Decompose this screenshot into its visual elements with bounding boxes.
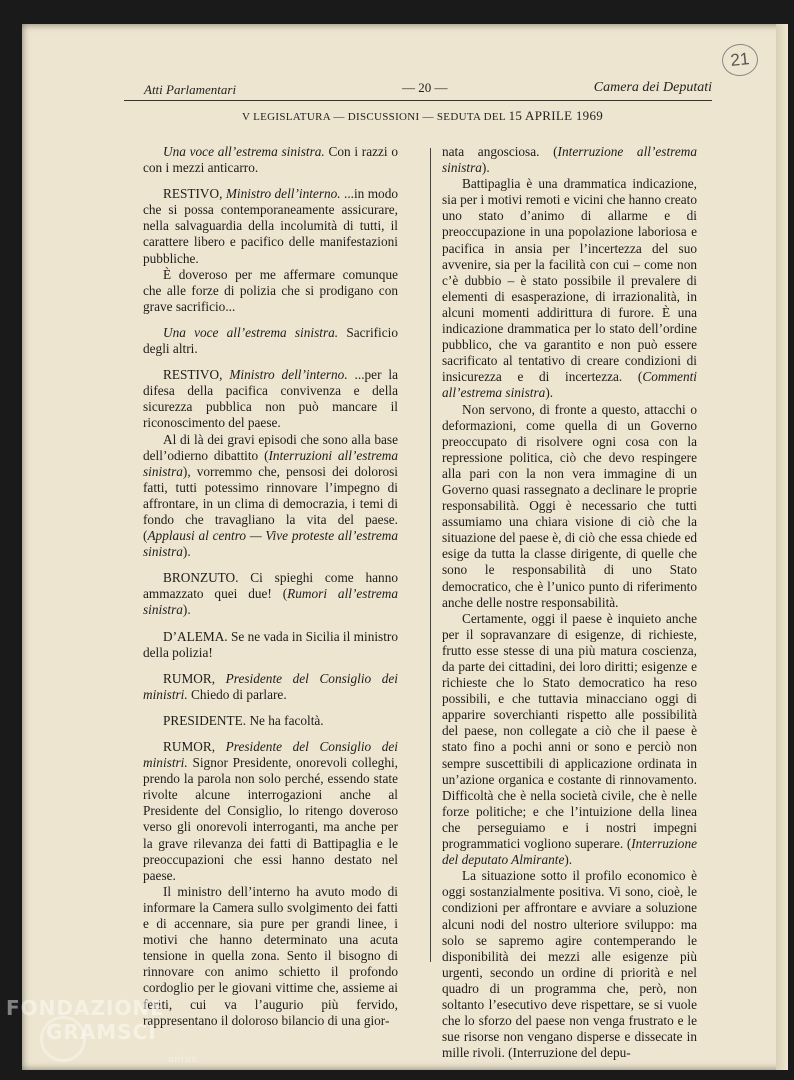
watermark-tag: onlus: [168, 1055, 198, 1065]
paragraph: [442, 611, 697, 869]
speech-text: Con i razzi o con i mezzi anticarro.: [143, 144, 398, 176]
speech-text: nata angosciosa. (Interruzione all’estrema sinistra).: [442, 144, 698, 176]
speaker-role: Ministro dell’interno.: [229, 367, 348, 383]
speaker-name: RUMOR,: [163, 739, 226, 754]
paragraph: [442, 402, 697, 611]
speaker-name: RUMOR,: [163, 670, 226, 686]
page-edge: [776, 24, 788, 1070]
speech-text: Ne ha facoltà.: [249, 712, 324, 728]
subheader-prefix: V LEGISLATURA — DISCUSSIONI — SEDUTA DEL: [242, 111, 506, 123]
speech-text: Non servono, di fronte a questo, attacchi o deformazioni, come quella di un Governo preoccupato di risolvere ogni cosa con la repressione politica, ciò che devo respingere alla pari con la non vera immagine di un Governo quasi rassegnato a declinare le proprie responsabilità. Oggi è necessario che tutti assumiamo una chiara visione di ciò che la situazione del paese è, di ciò che essa chiede ed esige da tutta la classe dirigente, di quelle che sono le responsabilità di uno Stato democratico, che è l’unico punto di riferimento anche delle nostre responsabilità.: [442, 401, 697, 610]
paragraph: [442, 176, 697, 401]
column-divider: [430, 148, 431, 962]
header-page-number: — 20 —: [402, 80, 448, 95]
speech-text: Certamente, oggi il paese è inquieto anche per il sopravanzare di esigenze, di richieste, frutto esse stesse di una più matura coscienza, da parte dei cittadini, dei loro diritti; esigenze e richieste che lo Stato democratico ha reso possibili, e che tuttavia minacciano oggi di apparire soverchianti rispetto alle possibilità del paese, non collegate a ciò che il paese è stato fino a pochi anni or sono e perciò non sempre suscettibili di applicazione ordinata in un’azione organica e costante di rinnovamento. Difficoltà che è nella società civile, che è nelle forze politiche; e che l’intuizione della linea che perseguiamo e i nostri impegni programmatici vogliono superare. (Interruzione del deputato Almirante).: [442, 610, 697, 868]
speaker-role: Ministro dell’interno.: [225, 186, 341, 202]
speech-text: Signor Presidente, onorevoli colleghi, prendo la parola non solo perché, essendo state rivolte alcune interrogazioni anche al Presidente del Consiglio, lo ritengo doveroso verso gli onorevoli interroganti, ma anche per la grave rilevanza dei fatti di Battipaglia e le preoccupazioni che essi hanno destato nel paese.: [143, 755, 398, 883]
subheader-date: 15 APRILE 1969: [508, 108, 604, 123]
text-column-right: [442, 144, 697, 1061]
speaker-name: RESTIVO,: [163, 186, 226, 202]
paragraph: [143, 671, 398, 703]
speech-text: È doveroso per me affermare comunque che alle forze di polizia che si prodigano con grave sacrificio...: [143, 266, 398, 314]
paragraph: [143, 739, 398, 884]
watermark-line1: FONDAZIONE: [6, 996, 165, 1020]
text-column-left: [143, 144, 398, 1029]
speaker-name: BRONZUTO.: [163, 570, 251, 586]
speech-text: Battipaglia è una drammatica indicazione, sia per i motivi remoti e vicini che hanno creato uno stato d’animo di allarme e di preoccupazione in una popolazione laboriosa e pacifica in ansia per l’incertezza del suo avvenire, sia per la facilità con cui – come non c’è dubbio – è stato possibile il prevalere di elementi di esasperazione, di irrazionalità, in alcuni momenti addirittura di furore. È una indicazione drammatica per lo stato dell’ordine pubblico, che va garantito e non può essere sacrificato al tentativo di creare condizioni di insicurezza e di incertezza. (Commenti all’estrema sinistra).: [442, 176, 697, 401]
speaker-role: Presidente del Consiglio dei ministri.: [143, 670, 398, 702]
speaker-name: D’ALEMA.: [163, 628, 231, 644]
watermark: [6, 996, 198, 1065]
speech-text: Ci spieghi come hanno ammazzato quei due! (Rumori all’estrema sinistra).: [143, 570, 398, 618]
paragraph: [143, 367, 398, 431]
speech-text: Al di là dei gravi episodi che sono alla base dell’odierno dibattito (Interruzioni all’estrema sinistra), vorremmo che, pensosi dei dolorosi fatti, tutti potessimo rinnovare l’impegno di affrontare, in un clima di democrazia, i temi di fondo che travagliano la vita del paese. (Applausi al centro — Vive proteste all’estrema sinistra).: [143, 431, 398, 560]
speaker-role: Una voce all’estrema sinistra.: [163, 144, 325, 159]
speaker-role: Una voce all’estrema sinistra.: [163, 324, 339, 340]
paragraph: [143, 432, 398, 561]
running-header: [124, 78, 712, 101]
paragraph: [143, 144, 398, 176]
speaker-name: PRESIDENTE.: [163, 712, 250, 728]
paragraph: [143, 186, 398, 266]
paragraph: [143, 570, 398, 618]
header-right: Camera dei Deputati: [593, 80, 712, 95]
watermark-logo-icon: [40, 1016, 86, 1062]
paragraph: [143, 325, 398, 357]
header-left: Atti Parlamentari: [144, 82, 237, 97]
paragraph: [442, 868, 697, 1061]
speech-text: ...in modo che si possa contemporaneamente assicurare, nella salvaguardia della incolumità di tutti, il carattere libero e pacifico delle manifestazioni pubbliche.: [143, 186, 398, 266]
paragraph: [143, 629, 398, 661]
speech-text: Il ministro dell’interno ha avuto modo di informare la Camera sullo svolgimento dei fatti e di accennare, sia pure per grandi linee, i motivi che hanno determinato una acuta tensione in quella zona. Sento il bisogno di rinnovare con animo schietto il profondo cordoglio per le giovani vittime che, assieme ai feriti, cui va l’augurio più fervido, rappresentano il doloroso bilancio di una gior-: [143, 883, 398, 1028]
session-subheader: [242, 108, 603, 124]
speech-text: Sacrificio degli altri.: [143, 324, 399, 357]
speaker-name: RESTIVO,: [163, 367, 230, 383]
paragraph: [442, 144, 697, 176]
speech-text: La situazione sotto il profilo economico è oggi sostanzialmente positiva. Vi sono, cioè, le condizioni per affrontare e avviare a soluzione alcuni nodi del nostro ulteriore sviluppo: ma solo se sapremo agire contemperando le disponibilità dei mezzi alle esigenze più urgenti, secondo un ordine di priorità e nel quadro di un programma che, però, non soltanto l’esecutivo deve rispettare, se si vuole che lo sforzo del paese non venga frustrato e le sue risorse non vengano disperse e dissecate in mille rivoli. (Interruzione del depu-: [442, 868, 697, 1061]
speech-text: Chiedo di parlare.: [187, 686, 287, 702]
paragraph: [143, 267, 398, 315]
speaker-role: Presidente del Consiglio dei ministri.: [143, 739, 398, 771]
page-number-stamp: 21: [720, 42, 759, 78]
paragraph: [143, 884, 398, 1029]
speech-text: ...per la difesa della pacifica convivenza e della sicurezza pubblica non può mancare il riconoscimento del paese.: [143, 367, 398, 431]
speech-text: Se ne vada in Sicilia il ministro della polizia!: [143, 628, 398, 660]
paragraph: [143, 713, 398, 729]
watermark-line2: GRAMSCI: [46, 1020, 157, 1044]
